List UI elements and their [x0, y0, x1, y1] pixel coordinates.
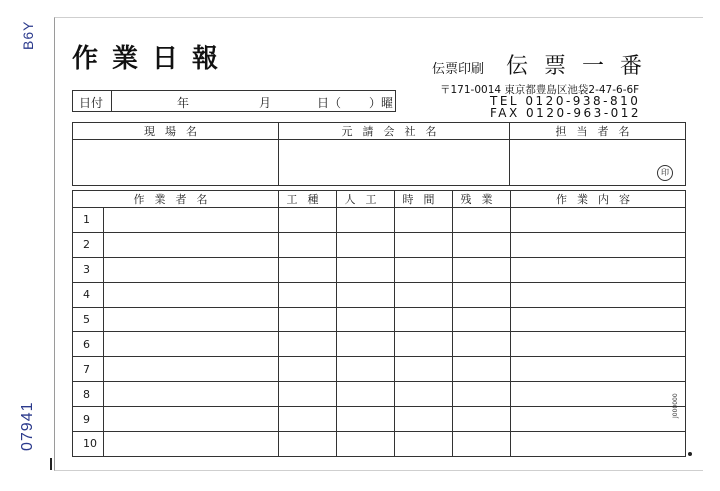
overtime-cell[interactable]	[453, 357, 511, 382]
worker-name-cell[interactable]	[104, 208, 279, 233]
date-divider	[111, 91, 112, 111]
site-name-cell[interactable]	[73, 140, 279, 186]
header-hours: 時間	[395, 191, 453, 208]
site-table	[72, 122, 686, 186]
work-type-cell[interactable]	[279, 257, 337, 282]
worker-name-cell[interactable]	[104, 307, 279, 332]
overtime-cell[interactable]	[453, 232, 511, 257]
date-field[interactable]	[72, 90, 396, 112]
work-content-cell[interactable]	[511, 407, 686, 432]
seal-mark: 印	[657, 165, 673, 181]
overtime-cell[interactable]	[453, 208, 511, 233]
work-table-body	[73, 208, 686, 457]
margin-tick	[50, 458, 52, 470]
header-worker-name: 作業者名	[73, 191, 279, 208]
header-person-in-charge: 担当者名	[510, 123, 686, 140]
man-days-cell[interactable]	[337, 257, 395, 282]
contractor-cell[interactable]	[279, 140, 510, 186]
worker-name-cell[interactable]	[104, 282, 279, 307]
work-type-cell[interactable]	[279, 357, 337, 382]
month-label: 月	[259, 96, 272, 110]
man-days-cell[interactable]	[337, 332, 395, 357]
overtime-cell[interactable]	[453, 432, 511, 457]
work-content-cell[interactable]	[511, 232, 686, 257]
worker-name-cell[interactable]	[104, 407, 279, 432]
table-row	[73, 232, 686, 257]
company-tel: TEL 0120-938-810	[490, 94, 641, 108]
man-days-cell[interactable]	[337, 382, 395, 407]
worker-name-cell[interactable]	[104, 332, 279, 357]
overtime-cell[interactable]	[453, 257, 511, 282]
worker-name-cell[interactable]	[104, 382, 279, 407]
table-row	[73, 357, 686, 382]
work-type-cell[interactable]	[279, 282, 337, 307]
date-label: 日付	[79, 96, 104, 110]
hours-cell[interactable]	[395, 307, 453, 332]
header-overtime: 残業	[453, 191, 511, 208]
year-label: 年	[177, 96, 190, 110]
work-content-cell[interactable]	[511, 307, 686, 332]
serial-number: J000000	[672, 393, 679, 418]
work-content-cell[interactable]	[511, 208, 686, 233]
man-days-cell[interactable]	[337, 208, 395, 233]
size-code: B6Y	[20, 20, 36, 50]
work-table	[72, 190, 686, 457]
company-address: 〒171-0014 東京都豊島区池袋2-47-6-6F	[440, 84, 640, 96]
table-row	[73, 208, 686, 233]
header-man-days: 人工	[337, 191, 395, 208]
hours-cell[interactable]	[395, 382, 453, 407]
hours-cell[interactable]	[395, 232, 453, 257]
overtime-cell[interactable]	[453, 282, 511, 307]
man-days-cell[interactable]	[337, 232, 395, 257]
work-type-cell[interactable]	[279, 432, 337, 457]
work-type-cell[interactable]	[279, 332, 337, 357]
table-row	[73, 432, 686, 457]
hours-cell[interactable]	[395, 282, 453, 307]
worker-name-cell[interactable]	[104, 257, 279, 282]
row-number: 3	[73, 257, 104, 282]
table-row	[73, 407, 686, 432]
table-row	[73, 307, 686, 332]
hours-cell[interactable]	[395, 208, 453, 233]
header-contractor: 元請会社名	[279, 123, 510, 140]
worker-name-cell[interactable]	[104, 232, 279, 257]
hours-cell[interactable]	[395, 332, 453, 357]
man-days-cell[interactable]	[337, 357, 395, 382]
man-days-cell[interactable]	[337, 407, 395, 432]
weekday-label: ）曜	[369, 96, 394, 110]
work-type-cell[interactable]	[279, 382, 337, 407]
work-content-cell[interactable]	[511, 282, 686, 307]
work-type-cell[interactable]	[279, 407, 337, 432]
man-days-cell[interactable]	[337, 432, 395, 457]
overtime-cell[interactable]	[453, 332, 511, 357]
overtime-cell[interactable]	[453, 382, 511, 407]
man-days-cell[interactable]	[337, 282, 395, 307]
overtime-cell[interactable]	[453, 407, 511, 432]
man-days-cell[interactable]	[337, 307, 395, 332]
hours-cell[interactable]	[395, 257, 453, 282]
hours-cell[interactable]	[395, 407, 453, 432]
table-row	[73, 282, 686, 307]
work-content-cell[interactable]	[511, 257, 686, 282]
work-content-cell[interactable]	[511, 382, 686, 407]
hours-cell[interactable]	[395, 357, 453, 382]
work-type-cell[interactable]	[279, 232, 337, 257]
row-number: 9	[73, 407, 104, 432]
header-work-content: 作業内容	[511, 191, 686, 208]
worker-name-cell[interactable]	[104, 432, 279, 457]
header-site-name: 現場名	[73, 123, 279, 140]
overtime-cell[interactable]	[453, 307, 511, 332]
work-content-cell[interactable]	[511, 332, 686, 357]
table-row	[73, 332, 686, 357]
row-number: 4	[73, 282, 104, 307]
product-code: 07941	[19, 401, 36, 451]
table-row	[73, 257, 686, 282]
person-in-charge-cell[interactable]	[510, 140, 686, 186]
brand-label: 伝票印刷	[432, 62, 485, 77]
registration-dot	[688, 452, 692, 456]
work-content-cell[interactable]	[511, 432, 686, 457]
worker-name-cell[interactable]	[104, 357, 279, 382]
form-title: 作業日報	[72, 44, 233, 74]
hours-cell[interactable]	[395, 432, 453, 457]
work-type-cell[interactable]	[279, 208, 337, 233]
day-label: 日（	[317, 96, 342, 110]
row-number: 8	[73, 382, 104, 407]
work-type-cell[interactable]	[279, 307, 337, 332]
work-content-cell[interactable]	[511, 357, 686, 382]
row-number: 1	[73, 208, 104, 233]
row-number: 6	[73, 332, 104, 357]
table-row	[73, 382, 686, 407]
row-number: 7	[73, 357, 104, 382]
row-number: 10	[73, 432, 104, 457]
header-work-type: 工種	[279, 191, 337, 208]
row-number: 5	[73, 307, 104, 332]
brand-name: 伝票一番	[506, 54, 659, 79]
row-number: 2	[73, 232, 104, 257]
company-fax: FAX 0120-963-012	[490, 106, 642, 120]
